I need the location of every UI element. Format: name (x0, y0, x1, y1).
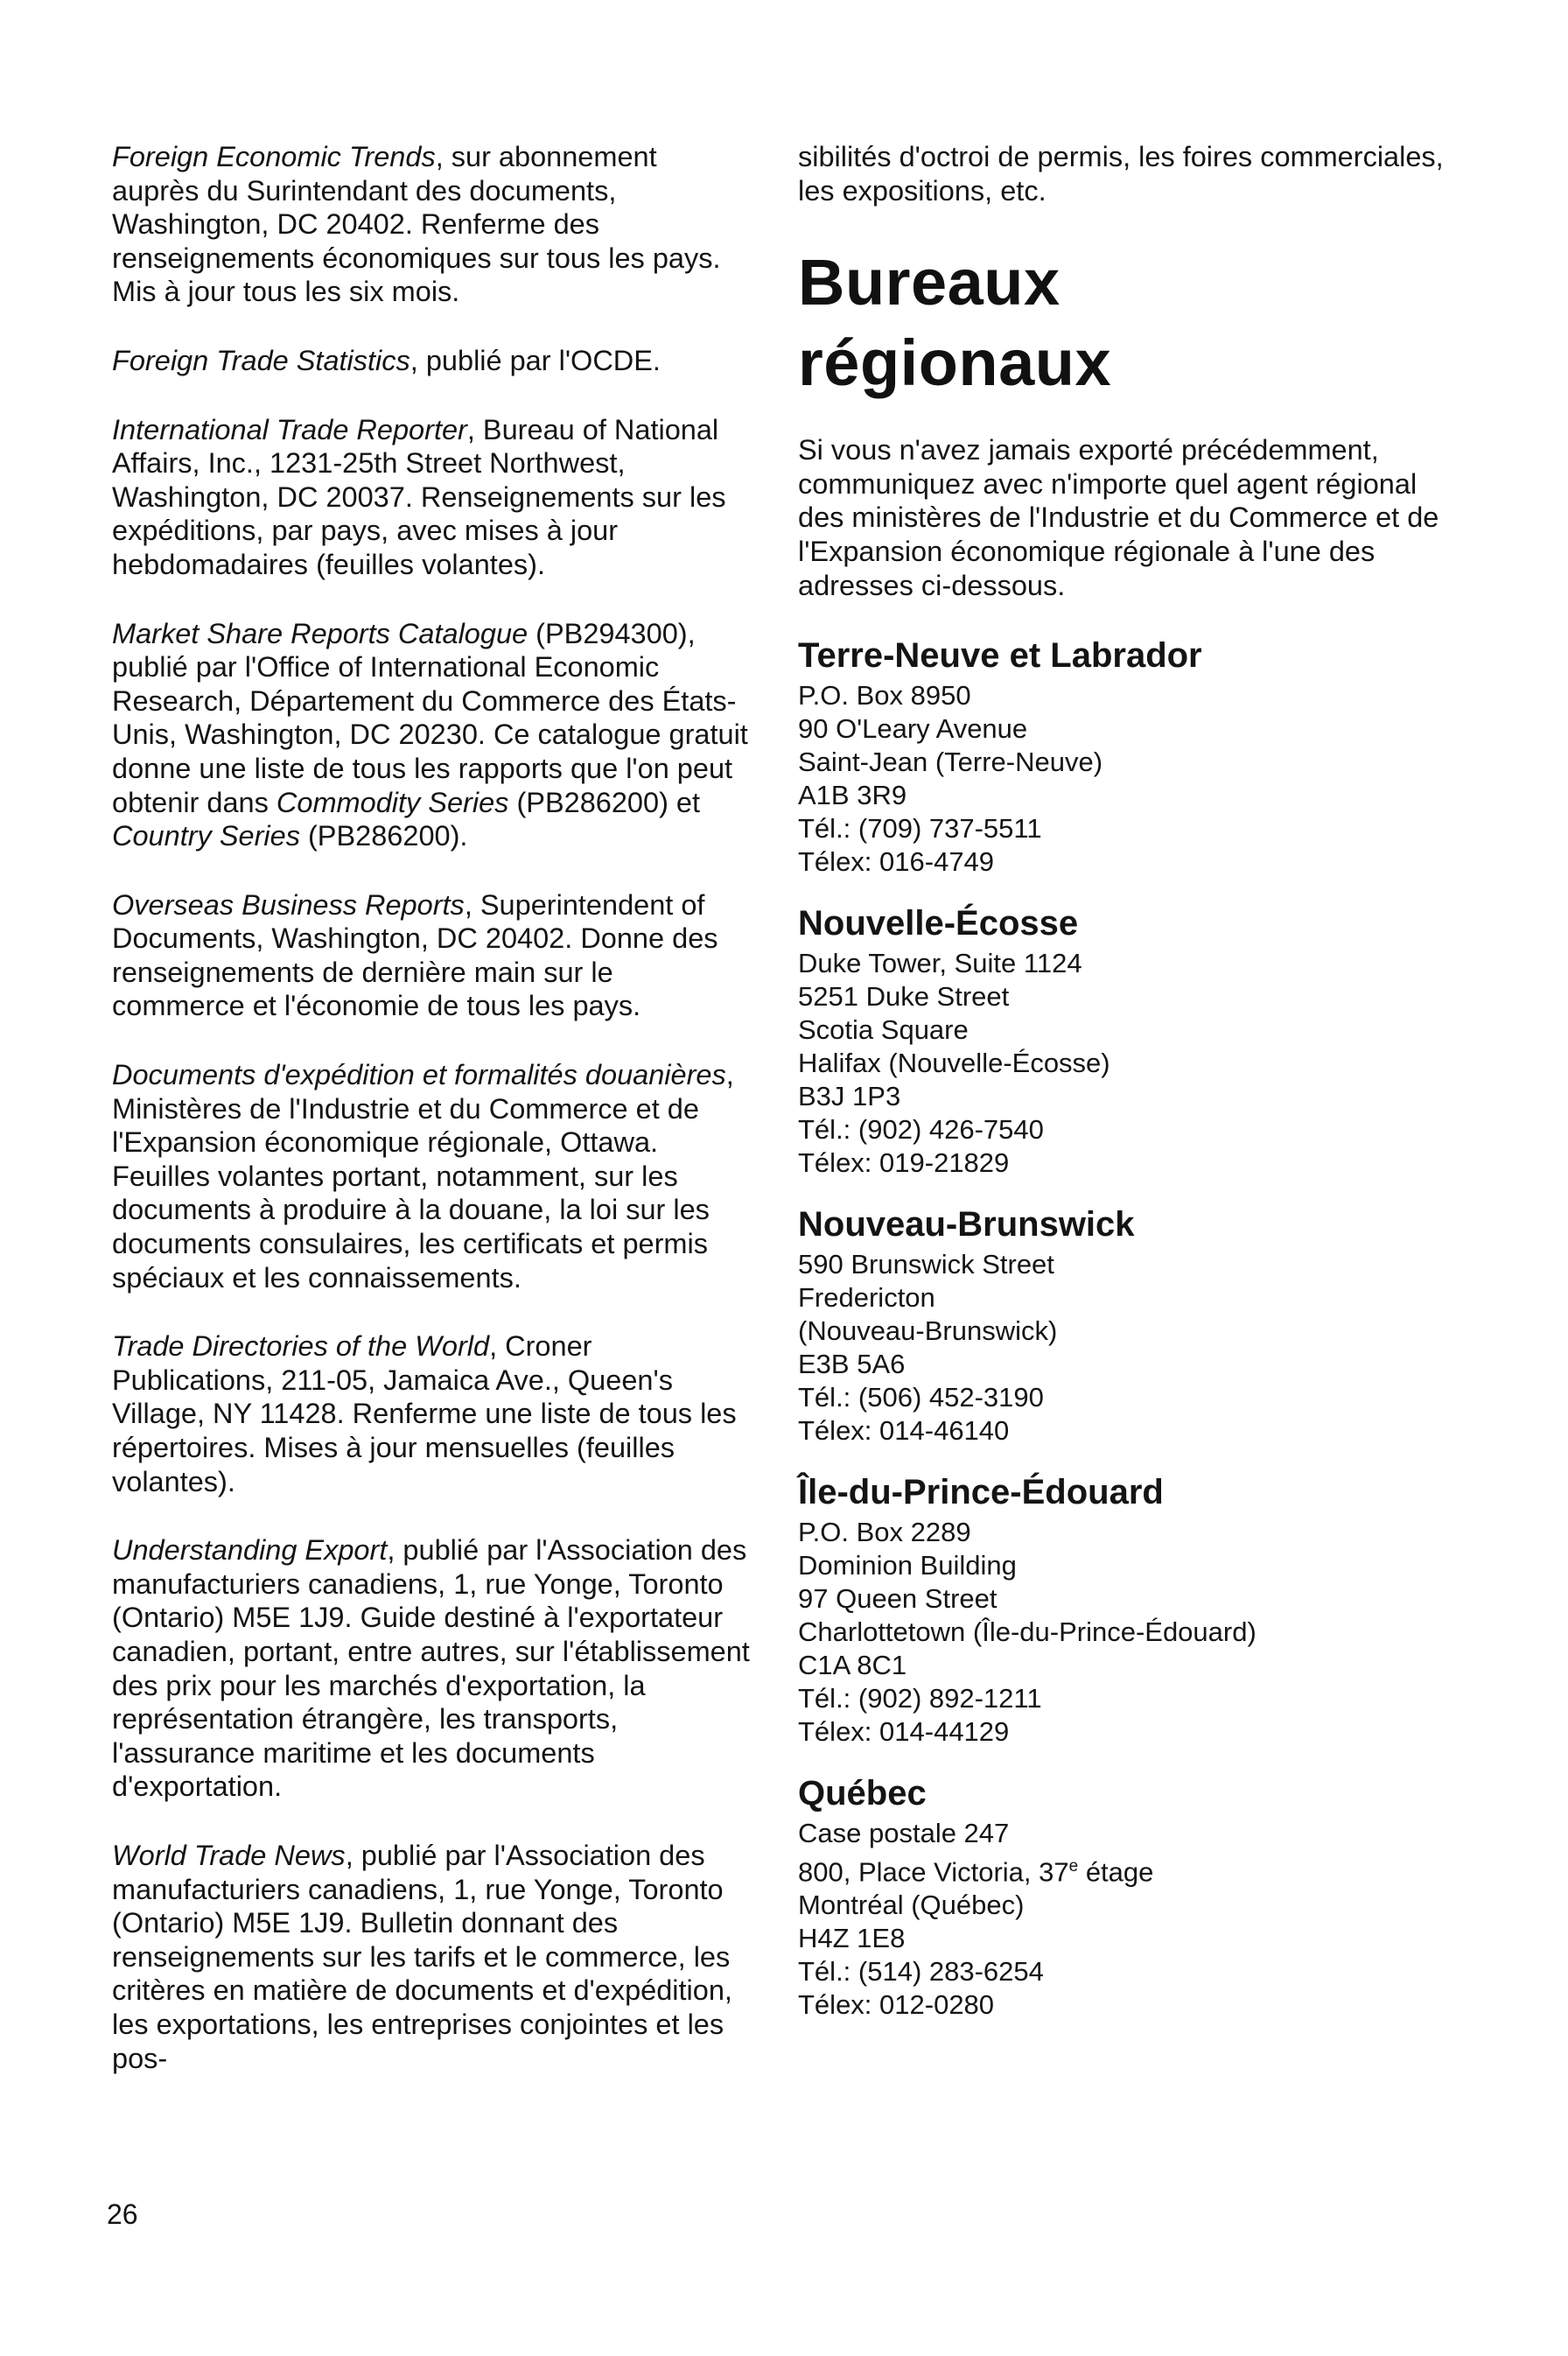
office-name: Nouvelle-Écosse (798, 904, 1079, 943)
office-nouveau-brunswick (798, 1204, 1446, 1448)
office-terre-neuve (798, 635, 1446, 879)
reference-text: , sur abonnement auprès du Surintendant des documents, Washington, DC 20402. Renferme des renseignements économiques sur tous les pays. Mis à jour tous les six mois. (112, 141, 721, 308)
office-line: 90 O'Leary Avenue (798, 713, 1028, 745)
reference-text: , Bureau of National Affairs, Inc., 1231-25th Street Northwest, Washington, DC 20037. Renseignements sur les expéditions, par pays, avec mises à jour hebdomadaires (feuilles volantes). (112, 413, 726, 580)
office-line: 800, Place Victoria, 37e étage (798, 1856, 1154, 1888)
continuation-text: sibilités d'octroi de permis, les foires commerciales, les expositions, etc. (798, 141, 1444, 207)
office-phone: Tél.: (902) 426-7540 (798, 1114, 1044, 1146)
reference-title: Trade Directories of the World (112, 1330, 490, 1363)
office-name: Terre-Neuve et Labrador (798, 636, 1202, 676)
office-line: Duke Tower, Suite 1124 (798, 948, 1082, 979)
office-line: A1B 3R9 (798, 780, 907, 811)
office-line: Charlottetown (Île-du-Prince-Édouard) (798, 1616, 1256, 1648)
office-line: P.O. Box 2289 (798, 1517, 971, 1548)
office-telex: Télex: 019-21829 (798, 1147, 1010, 1179)
reference-text: (PB294300), publié par l'Office of International Economic Research, Département du Commerce des États-Unis, Washington, DC 20230. Ce catalogue gratuit donne une liste de tous les rapports que l'on peut obtenir dans (112, 617, 748, 818)
office-line: C1A 8C1 (798, 1650, 907, 1681)
intro-paragraph: Si vous n'avez jamais exporté précédemment, communiquez avec n'importe quel agent régional des ministères de l'Industrie et du Commerce et de l'Expansion économique régionale à l'une des adresses ci-dessous. (798, 434, 1439, 601)
office-line: Saint-Jean (Terre-Neuve) (798, 747, 1103, 778)
reference-overseas-business-reports (112, 888, 751, 1023)
reference-text: , publié par l'Association des manufacturiers canadiens, 1, rue Yonge, Toronto (Ontario) M5E 1J9. Bulletin donnant des renseignements sur les tarifs et le commerce, les critères en matière de documents et d'expédition, les exportations, les entreprises conjointes et les pos- (112, 1839, 732, 2074)
reference-title: Documents d'expédition et formalités douanières (112, 1059, 726, 1091)
reference-market-share-reports (112, 617, 751, 853)
reference-title: Understanding Export (112, 1534, 388, 1567)
reference-title: Foreign Economic Trends (112, 141, 436, 172)
reference-understanding-export (112, 1533, 751, 1804)
reference-international-trade-reporter (112, 413, 751, 582)
office-line: H4Z 1E8 (798, 1923, 906, 1954)
office-line: B3J 1P3 (798, 1081, 901, 1112)
section-title (798, 242, 1446, 403)
office-line: Montréal (Québec) (798, 1890, 1025, 1921)
reference-text: , publié par l'OCDE. (410, 344, 661, 376)
reference-text: , Ministères de l'Industrie et du Commerce et de l'Expansion économique régionale, Ottawa. Feuilles volantes portant, notamment, sur les documents à produire à la douane, la loi sur les documents consulaires, les certificats et permis spéciaux et les connaissements. (112, 1059, 734, 1294)
reference-title: Overseas Business Reports (112, 888, 465, 921)
office-telex: Télex: 016-4749 (798, 846, 995, 878)
office-line: P.O. Box 8950 (798, 680, 971, 712)
office-line: Halifax (Nouvelle-Écosse) (798, 1048, 1110, 1079)
office-ile-du-prince-edouard (798, 1472, 1446, 1749)
office-quebec (798, 1773, 1446, 2022)
office-line: Dominion Building (798, 1550, 1017, 1581)
reference-title: World Trade News (112, 1839, 346, 1871)
office-phone: Tél.: (506) 452-3190 (798, 1382, 1044, 1413)
office-line: (Nouveau-Brunswick) (798, 1315, 1058, 1347)
reference-text: (PB286200) et (508, 786, 701, 818)
reference-foreign-trade-statistics (112, 344, 751, 378)
office-nouvelle-ecosse (798, 903, 1446, 1180)
office-line: Case postale 247 (798, 1818, 1010, 1849)
office-line: E3B 5A6 (798, 1349, 906, 1380)
reference-trade-directories (112, 1329, 751, 1498)
office-telex: Télex: 014-44129 (798, 1716, 1010, 1748)
reference-world-trade-news (112, 1839, 751, 2075)
reference-text: , Superintendent of Documents, Washington, DC 20402. Donne des renseignements de dernière main sur le commerce et l'économie de tous les pays. (112, 888, 718, 1022)
reference-foreign-economic-trends (112, 140, 751, 309)
office-phone: Tél.: (902) 892-1211 (798, 1683, 1042, 1714)
office-line: 590 Brunswick Street (798, 1249, 1054, 1280)
right-column (798, 140, 1446, 2046)
reference-title-commodity-series: Commodity Series (276, 786, 509, 818)
office-phone: Tél.: (709) 737-5511 (798, 813, 1042, 845)
section-title-line1: Bureaux (798, 246, 1060, 319)
office-line: Scotia Square (798, 1014, 969, 1046)
office-telex: Télex: 014-46140 (798, 1415, 1010, 1447)
office-name: Nouveau-Brunswick (798, 1205, 1135, 1245)
office-line: 5251 Duke Street (798, 981, 1010, 1013)
reference-documents-expedition (112, 1058, 751, 1294)
office-line: 97 Queen Street (798, 1583, 998, 1615)
reference-title: Foreign Trade Statistics (112, 344, 410, 376)
page-number: 26 (107, 2198, 138, 2230)
office-name: Île-du-Prince-Édouard (798, 1473, 1164, 1512)
section-title-line2: régionaux (798, 326, 1112, 400)
office-phone: Tél.: (514) 283-6254 (798, 1956, 1044, 1988)
reference-title: International Trade Reporter (112, 413, 467, 445)
reference-text: , publié par l'Association des manufacturiers canadiens, 1, rue Yonge, Toronto (Ontario) M5E 1J9. Guide destiné à l'exportateur canadien, portant, entre autres, sur l'établissement des prix pour les marchés d'exportation, la représentation étrangère, les transports, l'assurance maritime et les documents d'exportation. (112, 1534, 750, 1803)
reference-text: (PB286200). (299, 820, 468, 852)
office-telex: Télex: 012-0280 (798, 1989, 995, 2021)
reference-title: Market Share Reports Catalogue (112, 617, 528, 649)
office-name: Québec (798, 1774, 927, 1813)
office-line: Fredericton (798, 1282, 935, 1314)
reference-text: , Croner Publications, 211-05, Jamaica Ave., Queen's Village, NY 11428. Renferme une liste de tous les répertoires. Mises à jour mensuelles (feuilles volantes). (112, 1330, 737, 1497)
left-column (112, 140, 751, 2110)
reference-title-country-series: Country Series (112, 820, 300, 852)
